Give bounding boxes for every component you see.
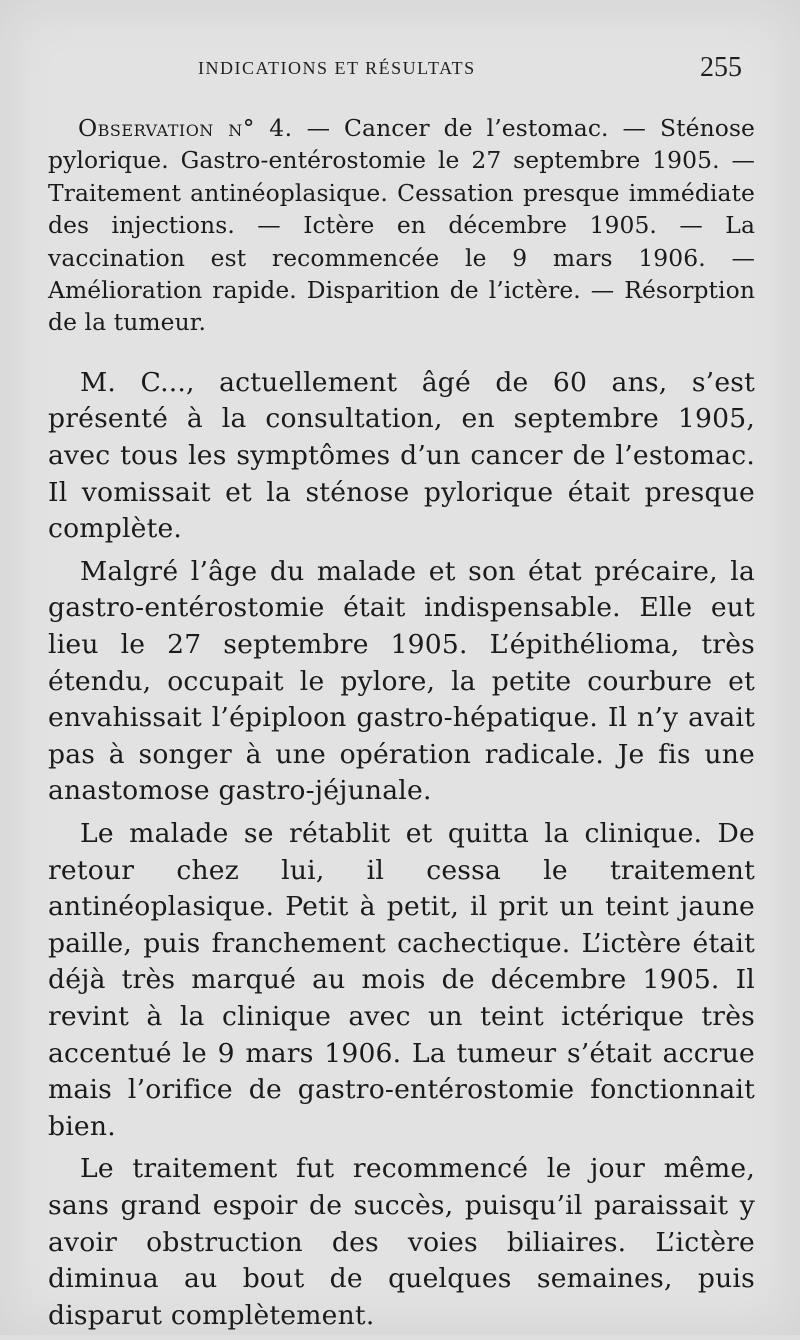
paragraph: Malgré l’âge du malade et son état précaire, la gastro-entérostomie était indispensable. Elle eut lieu le 27 septembre 1905. L’épithélioma, très étendu, occupait le pylore, la petite courbure et envahissait l’épiploon gastro-hépatique. Il n’y avait pas à songer à une opération radicale. Je fis une anastomose gastro-jéjunale. <box>48 555 755 807</box>
page-number: 255 <box>700 52 742 83</box>
running-title: INDICATIONS ET RÉSULTATS <box>198 58 476 78</box>
page-body <box>48 112 755 1340</box>
running-header <box>0 52 800 88</box>
paragraph: Le traitement fut recommencé le jour même, sans grand espoir de succès, puisqu’il paraissait y avoir obstruction des voies biliaires. L’ictère diminua au bout de quelques semaines, puis disparut complètement. <box>48 1153 755 1331</box>
paragraph: M. C..., actuellement âgé de 60 ans, s’est présenté à la consultation, en septembre 1905, avec tous les symptômes d’un cancer de l’estomac. Il vomissait et la sténose pylorique était presque complète. <box>48 366 755 545</box>
observation-text: — Cancer de l’estomac. — Sténose pylorique. Gastro-entérostomie le 27 septembre 1905. — Traitement antinéoplasique. Cessation presque immédiate des injections. — Ictère en décembre 1905. — La vaccination est recommencée le 9 mars 1906. — Amélioration rapide. Disparition de l’ictère. — Résorption de la tumeur. <box>48 114 755 337</box>
observation-label: Observation n° 4. <box>78 114 293 142</box>
observation-summary <box>48 112 755 339</box>
paragraph: Le malade se rétablit et quitta la clinique. De retour chez lui, il cessa le traitement antinéoplasique. Petit à petit, il prit un teint jaune paille, puis franchement cachectique. L’ictère était déjà très marqué au mois de décembre 1905. Il revint à la clinique avec un teint ictérique très accentué le 9 mars 1906. La tumeur s’était accrue mais l’orifice de gastro-entérostomie fonctionnait bien. <box>48 817 755 1142</box>
